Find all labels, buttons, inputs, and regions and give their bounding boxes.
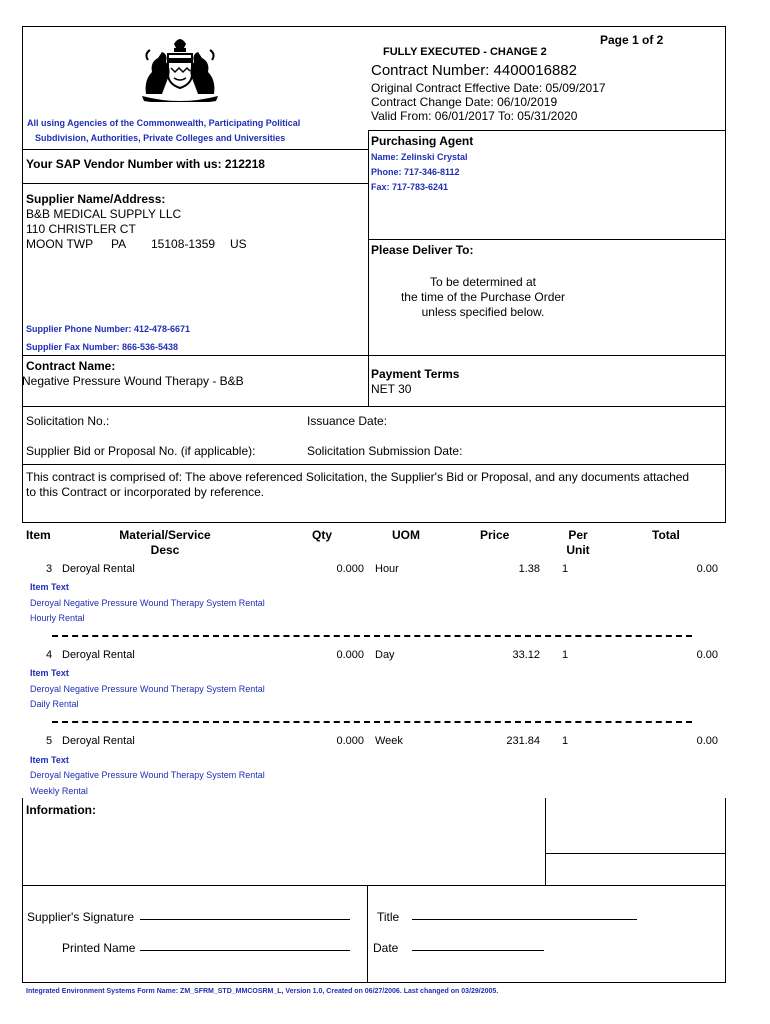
row-separator	[52, 635, 692, 637]
contract-status: FULLY EXECUTED - CHANGE 2	[383, 46, 547, 58]
row-item-text-1: Deroyal Negative Pressure Wound Therapy System Rental	[30, 684, 265, 694]
printed-name-label: Printed Name	[62, 941, 136, 955]
col-header-uom: UOM	[392, 528, 420, 542]
row-desc: Deroyal Rental	[62, 563, 135, 575]
row-item-text-2: Weekly Rental	[30, 786, 88, 796]
row-per: 1	[562, 735, 569, 747]
row-item-text-2: Hourly Rental	[30, 613, 85, 623]
submission-date: Solicitation Submission Date:	[307, 444, 463, 458]
original-effective-date: Original Contract Effective Date: 05/09/2017	[371, 81, 606, 95]
comprised-line-1: This contract is comprised of: The above referenced Solicitation, the Supplier's Bid or Proposal, and any documents attached	[26, 470, 690, 484]
date-line[interactable]	[412, 950, 544, 951]
row-separator	[52, 721, 692, 723]
supplier-state: PA	[111, 237, 127, 251]
row-item-text-label: Item Text	[30, 582, 69, 592]
row-item-number: 3	[46, 563, 53, 575]
title-label: Title	[377, 910, 400, 924]
supplier-name: B&B MEDICAL SUPPLY LLC	[26, 207, 182, 221]
deliver-to-heading: Please Deliver To:	[371, 243, 474, 257]
information-heading: Information:	[26, 803, 96, 817]
printed-name-line[interactable]	[140, 950, 350, 951]
commonwealth-seal-icon	[138, 36, 222, 102]
contract-name-heading: Contract Name:	[26, 359, 116, 373]
col-header-material: Material/Service	[119, 528, 211, 542]
solicitation-no: Solicitation No.:	[26, 414, 110, 428]
agencies-line-2: Subdivision, Authorities, Private Colleges and Universities	[35, 133, 286, 143]
payment-terms-value: NET 30	[371, 382, 412, 396]
contract-change-date: Contract Change Date: 06/10/2019	[371, 95, 558, 109]
row-price: 1.38	[518, 563, 540, 575]
row-price: 231.84	[506, 735, 540, 747]
row-item-number: 5	[46, 735, 53, 747]
col-header-desc: Desc	[150, 543, 180, 557]
col-header-price: Price	[480, 528, 510, 542]
supplier-phone: Supplier Phone Number: 412-478-6671	[26, 324, 191, 334]
deliver-line-1: To be determined at	[429, 275, 537, 289]
row-item-text-2: Daily Rental	[30, 699, 79, 709]
contract-number: Contract Number: 4400016882	[371, 62, 577, 79]
row-per: 1	[562, 563, 569, 575]
supplier-country: US	[230, 237, 247, 251]
agent-phone: Phone: 717-346-8112	[371, 167, 460, 177]
supplier-street: 110 CHRISTLER CT	[26, 222, 136, 236]
valid-dates: Valid From: 06/01/2017 To: 05/31/2020	[371, 109, 578, 123]
sap-vendor-number: Your SAP Vendor Number with us: 212218	[26, 157, 265, 171]
agent-fax: Fax: 717-783-6241	[371, 182, 449, 192]
supplier-signature-label: Supplier's Signature	[27, 910, 135, 924]
row-uom: Hour	[375, 563, 399, 575]
supplier-heading: Supplier Name/Address:	[26, 192, 166, 206]
row-price: 33.12	[512, 649, 540, 661]
row-item-text-1: Deroyal Negative Pressure Wound Therapy System Rental	[30, 598, 265, 608]
col-header-unit: Unit	[566, 543, 590, 557]
supplier-zip: 15108-1359	[151, 237, 216, 251]
agencies-line-1: All using Agencies of the Commonwealth, Participating Political	[27, 118, 301, 128]
col-header-item: Item	[26, 528, 51, 542]
row-uom: Week	[375, 735, 403, 747]
row-total: 0.00	[696, 649, 718, 661]
row-per: 1	[562, 649, 569, 661]
deliver-line-2: the time of the Purchase Order	[400, 290, 566, 304]
payment-terms-heading: Payment Terms	[371, 367, 460, 381]
date-label: Date	[373, 941, 399, 955]
supplier-bid-no: Supplier Bid or Proposal No. (if applicable):	[26, 444, 256, 458]
row-item-text-1: Deroyal Negative Pressure Wound Therapy System Rental	[30, 770, 265, 780]
title-line[interactable]	[412, 919, 637, 920]
supplier-signature-line[interactable]	[140, 919, 350, 920]
comprised-line-2: to this Contract or incorporated by reference.	[26, 485, 265, 499]
purchasing-agent-heading: Purchasing Agent	[371, 134, 474, 148]
row-total: 0.00	[696, 563, 718, 575]
row-qty: 0.000	[336, 563, 364, 575]
supplier-fax: Supplier Fax Number: 866-536-5438	[26, 342, 179, 352]
agent-name: Name: Zelinski Crystal	[371, 152, 468, 162]
row-total: 0.00	[696, 735, 718, 747]
contract-name-value: Negative Pressure Wound Therapy - B&B	[22, 374, 244, 388]
form-footer: Integrated Environment Systems Form Name: ZM_SFRM_STD_MMCOSRM_L, Version 1.0, Created on 06/27/2006. Last changed on 03/29/2005.	[26, 988, 499, 995]
deliver-line-3: unless specified below.	[421, 305, 545, 319]
col-header-per: Per	[568, 528, 588, 542]
row-uom: Day	[375, 649, 395, 661]
col-header-qty: Qty	[312, 528, 333, 542]
col-header-total: Total	[652, 528, 680, 542]
page-number: Page 1 of 2	[600, 33, 664, 47]
row-item-text-label: Item Text	[30, 755, 69, 765]
row-desc: Deroyal Rental	[62, 649, 135, 661]
row-qty: 0.000	[336, 649, 364, 661]
row-qty: 0.000	[336, 735, 364, 747]
issuance-date: Issuance Date:	[307, 414, 388, 428]
supplier-city: MOON TWP	[26, 237, 94, 251]
row-desc: Deroyal Rental	[62, 735, 135, 747]
row-item-number: 4	[46, 649, 53, 661]
row-item-text-label: Item Text	[30, 668, 69, 678]
